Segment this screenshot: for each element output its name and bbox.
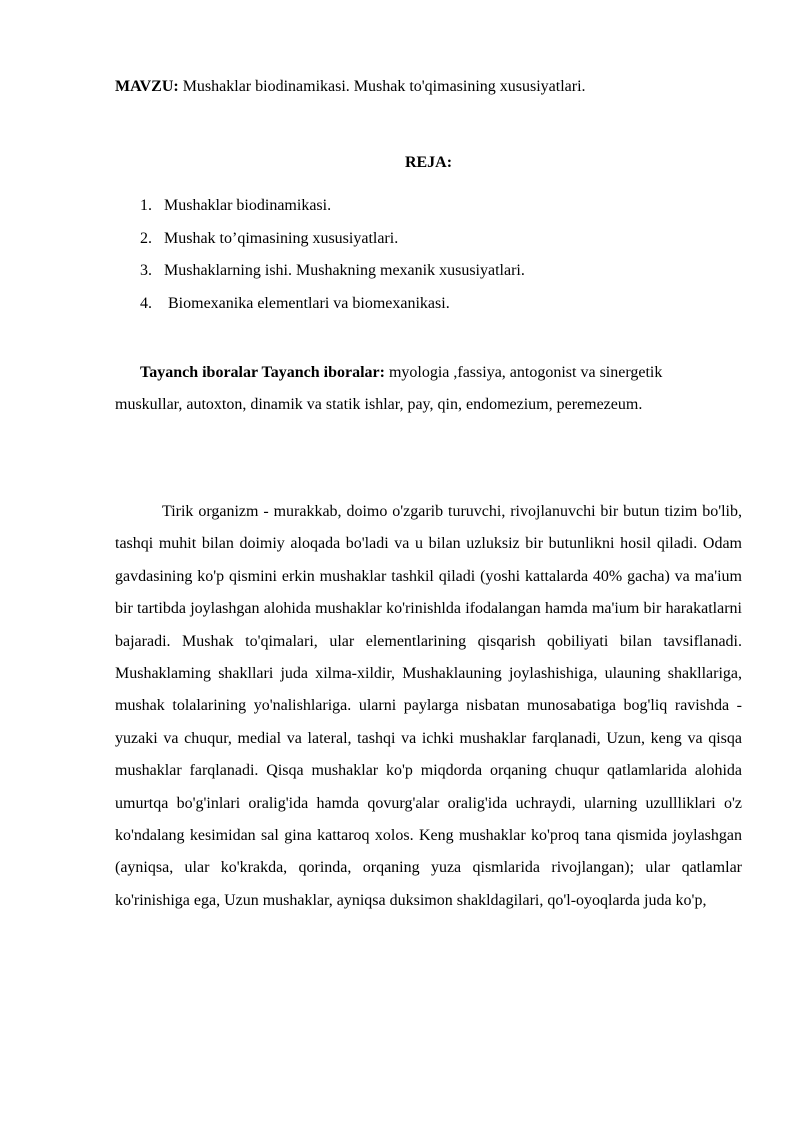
plan-list [140,195,525,325]
plan-item [140,293,525,326]
body-paragraph: Tirik organizm - murakkab, doimo o'zgarib turuvchi, rivojlanuvchi bir butun tizim bo'lib, tashqi muhit bilan doimiy aloqada bo'ladi va u bilan uzluksiz bir butunlikni hosil qiladi. Odam gavdasining ko'p qismini erkin mushaklar tashkil qiladi (yoshi kattalarda 40% gacha) va ma'ium bir tartibda joylashgan alohida mushaklar ko'rinishlda ifodalangan hamda ma'ium bir harakatlarni bajaradi. Mushak to'qimalari, ular elementlarining qisqarish qobiliyati bilan tavsiflanadi. Mushaklaming shakllari juda xilma-xildir, Mushaklauning joylashishiga, ulauning shakllariga, mushak tolalarining yo'nalishlariga. ularni paylarga nisbatan munosabatiga bog'liq ravishda - yuzaki va chuqur, medial va lateral, tashqi va ichki mushaklar farqlanadi, Uzun, keng va qisqa mushaklar farqlanadi. Qisqa mushaklar ko'p miqdorda orqaning chuqur qatlamlarida alohida umurtqa bo'g'inlari oralig'ida hamda qovurg'alar oralig'ida uchraydi, ularning uzullliklari o'z ko'ndalang kesimidan sal gina kattaroq xolos. Keng mushaklar ko'proq tana qismida joylashgan (ayniqsa, ular ko'krakda, qorinda, orqaning yuza qismlarida rivojlangan); ular qatlamlar ko'rinishiga ega, Uzun mushaklar, ayniqsa duksimon shakldagilari, qo'l-oyoqlarda juda ko'p, [115,503,742,909]
plan-item-text: Biomexanika elementlari va biomexanikasi. [164,294,450,312]
plan-item-text: Mushaklarning ishi. Mushakning mexanik xususiyatlari. [164,262,525,279]
plan-item-number: 3. [140,262,152,279]
topic-text: Mushaklar biodinamikasi. Mushak to'qimasining xususiyatlari. [178,78,586,95]
keywords-text: myologia ,fassiya, antogonist va sinergetik muskullar, autoxton, dinamik va statik ishlar, pay, qin, endomezium, peremezeum. [115,364,663,413]
plan-item [140,228,525,261]
plan-item [140,260,525,293]
plan-item-number: 2. [140,229,152,247]
plan-item-text: Mushaklar biodinamikasi. [164,197,332,214]
topic-label: MAVZU: [115,78,179,95]
plan-item-number: 4. [140,294,152,312]
topic-line [115,76,755,98]
plan-title: REJA: [404,154,453,171]
plan-item-text: Mushak to’qimasining xususiyatlari. [164,229,399,247]
plan-item [140,195,525,228]
plan-item-number: 1. [140,197,152,214]
keywords-paragraph [115,357,720,421]
keywords-label: Tayanch iboralar Tayanch iboralar: [140,364,385,381]
